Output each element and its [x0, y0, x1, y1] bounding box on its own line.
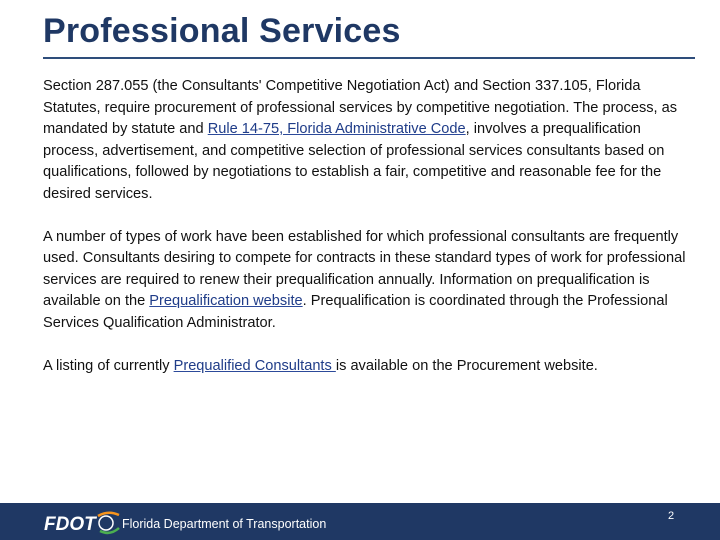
- paragraph-work-types-text-a: A number of types of work have been established for which professional consultants are frequently used. Consultants desiring to compete for contracts in these standard types of work for professional services are required to renew their prequalification annually. Information on prequalification is available on the: [43, 228, 686, 309]
- paragraph-listing-text-a: A listing of currently: [43, 357, 174, 374]
- prequalification-website-link[interactable]: Prequalification website: [149, 293, 303, 309]
- title-divider: [43, 57, 695, 59]
- footer-org-name: Florida Department of Transportation: [122, 517, 327, 531]
- paragraph-statutes-text-a: Section 287.055 (the Consultants' Competitive Negotiation Act) and Section 337.105, Florida Statutes, require procurement of professional services by competitive negotiation. The process, as mandated by statute and: [43, 78, 678, 137]
- rule-14-75-link[interactable]: Rule 14-75, Florida Administrative Code: [207, 121, 466, 137]
- paragraph-work-types: [43, 227, 693, 335]
- paragraph-listing: [43, 356, 693, 378]
- footer-bar: [0, 503, 720, 540]
- slide-body: [43, 76, 693, 399]
- fdot-logo-text: FDOT: [44, 514, 96, 535]
- paragraph-listing-text-b: is available on the Procurement website.: [335, 357, 598, 374]
- prequalified-consultants-link[interactable]: Prequalified Consultants: [173, 357, 336, 374]
- paragraph-work-types-text-b: . Prequalification is coordinated through the Professional Services Qualification Administrator.: [43, 293, 668, 331]
- paragraph-statutes: [43, 76, 693, 205]
- slide-title: Professional Services: [43, 12, 401, 50]
- paragraph-statutes-text-b: , involves a prequalification process, advertisement, and competitive selection of professional services consultants based on qualifications, followed by negotiations to establish a fair, competitive and reasonable fee for the desired services.: [43, 121, 665, 202]
- fdot-logo: [44, 511, 120, 535]
- page-number: 2: [668, 510, 675, 522]
